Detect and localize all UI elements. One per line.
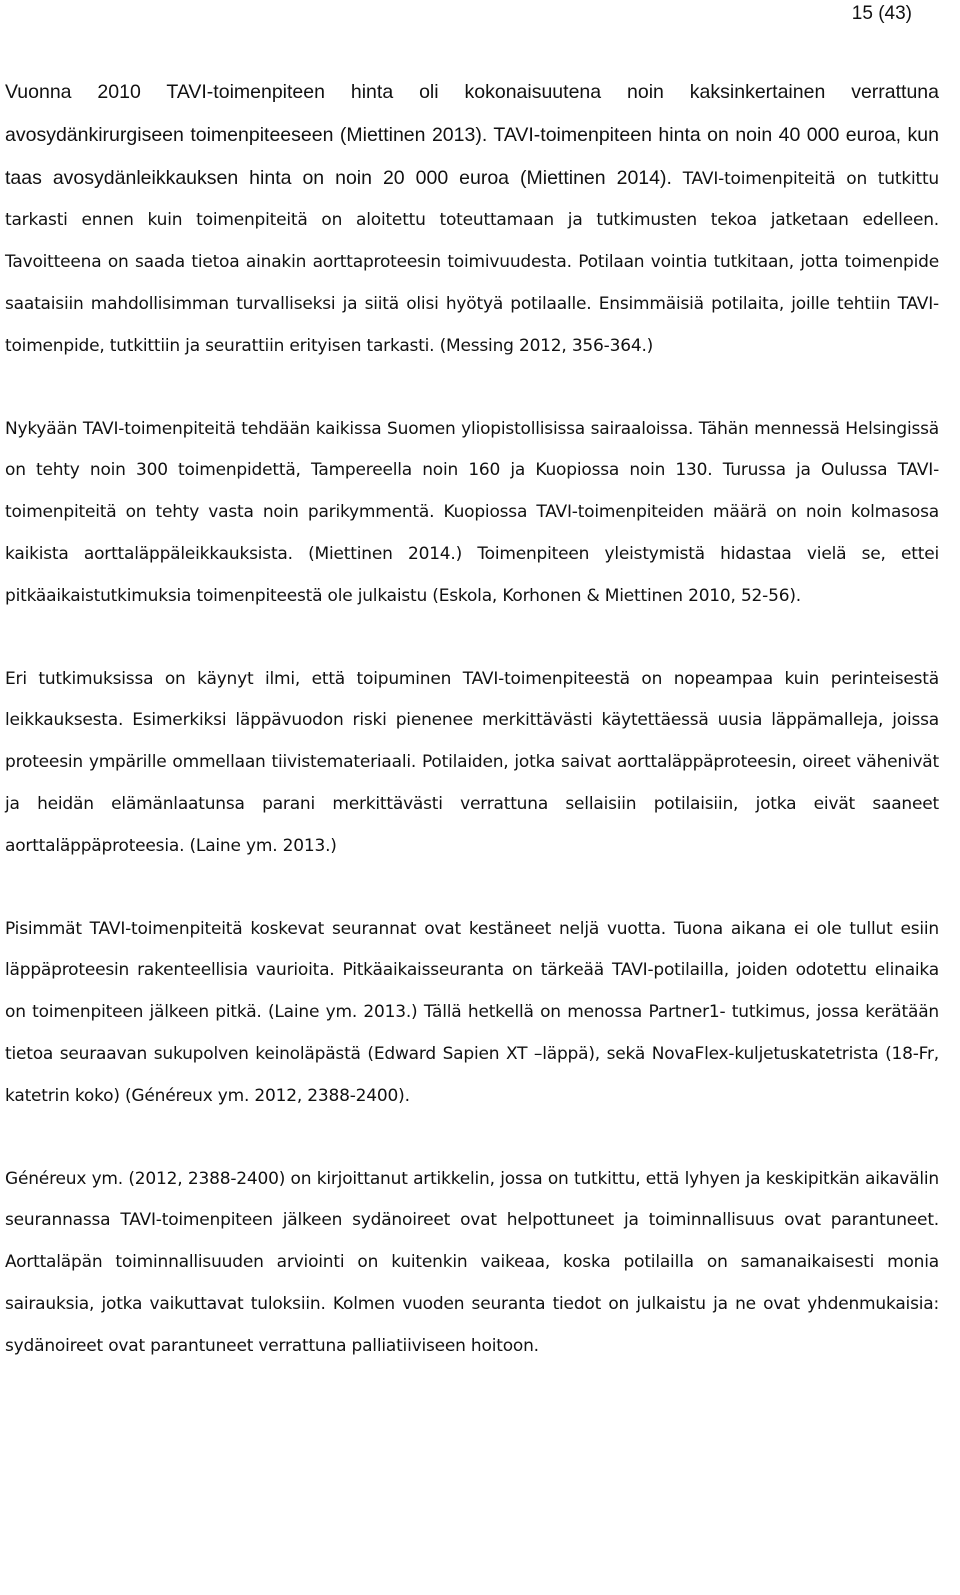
document-body <box>5 72 939 1409</box>
paragraph-genereux-article: Généreux ym. (2012, 2388-2400) on kirjoittanut artikkelin, jossa on tutkittu, että lyhyen ja keskipitkän aikavälin seurannassa TAVI-toimenpiteen jälkeen sydänoireet ovat helpottuneet ja toiminnallisuus ovat parantuneet. Aorttaläpän toiminnallisuuden arviointi on kuitenkin vaikeaa, koska potilailla on samanaikaisesti monia sairauksia, jotka vaikuttavat tuloksiin. Kolmen vuoden seuranta tiedot on julkaistu ja ne ovat yhdenmukaisia: sydänoireet ovat parantuneet verrattuna palliatiiviseen hoitoon. <box>5 1168 939 1356</box>
paragraph-finland-hospitals: Nykyään TAVI-toimenpiteitä tehdään kaikissa Suomen yliopistollisissa sairaaloissa. Tähän mennessä Helsingissä on tehty noin 300 toimenpidettä, Tampereella noin 160 ja Kuopiossa noin 130. Turussa ja Oulussa TAVI-toimenpiteitä on tehty vasta noin parikymmentä. Kuopiossa TAVI-toimenpiteiden määrä on noin kolmasosa kaikista aorttaläppäleikkauksista. (Miettinen 2014.) Toimenpiteen yleistymistä hidastaa vielä se, ettei pitkäaikaistutkimuksia toimenpiteestä ole julkaistu (Eskola, Korhonen & Miettinen 2010, 52-56). <box>5 418 939 606</box>
paragraph-follow-up: Pisimmät TAVI-toimenpiteitä koskevat seurannat ovat kestäneet neljä vuotta. Tuona aikana ei ole tullut esiin läppäproteesin rakenteellisia vaurioita. Pitkäaikaisseuranta on tärkeää TAVI-potilailla, joiden odotettu elinaika on toimenpiteen jälkeen pitkä. (Laine ym. 2013.) Tällä hetkellä on menossa Partner1- tutkimus, jossa kerätään tietoa seuraavan sukupolven keinoläpästä (Edward Sapien XT –läppä), sekä NovaFlex-kuljetuskatetrista (18-Fr, katetrin koko) (Généreux ym. 2012, 2388-2400). <box>5 918 939 1106</box>
paragraph-cost-text: Vuonna 2010 TAVI-toimenpiteen hinta oli kokonaisuutena noin kaksinkertainen verrattuna avosydänkirurgiseen toimenpiteeseen (Miettinen 2013). TAVI-toimenpiteen hinta on noin 40 000 euroa, kun taas avosydänleikkauksen hinta on noin 20 000 euroa (Miettinen 2014). <box>5 81 939 189</box>
paragraph-tavi-cost-and-research <box>5 72 939 368</box>
paragraph-research-text: TAVI-toimenpiteitä on tutkittu tarkasti ennen kuin toimenpiteitä on aloitettu toteuttamaan ja tutkimusten tekoa jatketaan edelleen. Tavoitteena on saada tietoa ainakin aorttaproteesin toimivuudesta. Potilaan vointia tutkitaan, jotta toimenpide saataisiin mahdollisimman turvalliseksi ja siitä olisi hyötyä potilaalle. Ensimmäisiä potilaita, joille tehtiin TAVI-toimenpide, tutkittiin ja seurattiin erityisen tarkasti. (Messing 2012, 356-364.) <box>5 168 939 356</box>
page-number: 15 (43) <box>851 3 912 24</box>
paragraph-recovery: Eri tutkimuksissa on käynyt ilmi, että toipuminen TAVI-toimenpiteestä on nopeampaa kuin perinteisestä leikkauksesta. Esimerkiksi läppävuodon riski pienenee merkittävästi käytettäessä uusia läppämalleja, joissa proteesin ympärille ommellaan tiivistemateriaali. Potilaiden, jotka saivat aorttaläppäproteesin, oireet vähenivät ja heidän elämänlaatunsa parani merkittävästi verrattuna sellaisiin potilaisiin, jotka eivät saaneet aorttaläppäproteesia. (Laine ym. 2013.) <box>5 668 939 856</box>
